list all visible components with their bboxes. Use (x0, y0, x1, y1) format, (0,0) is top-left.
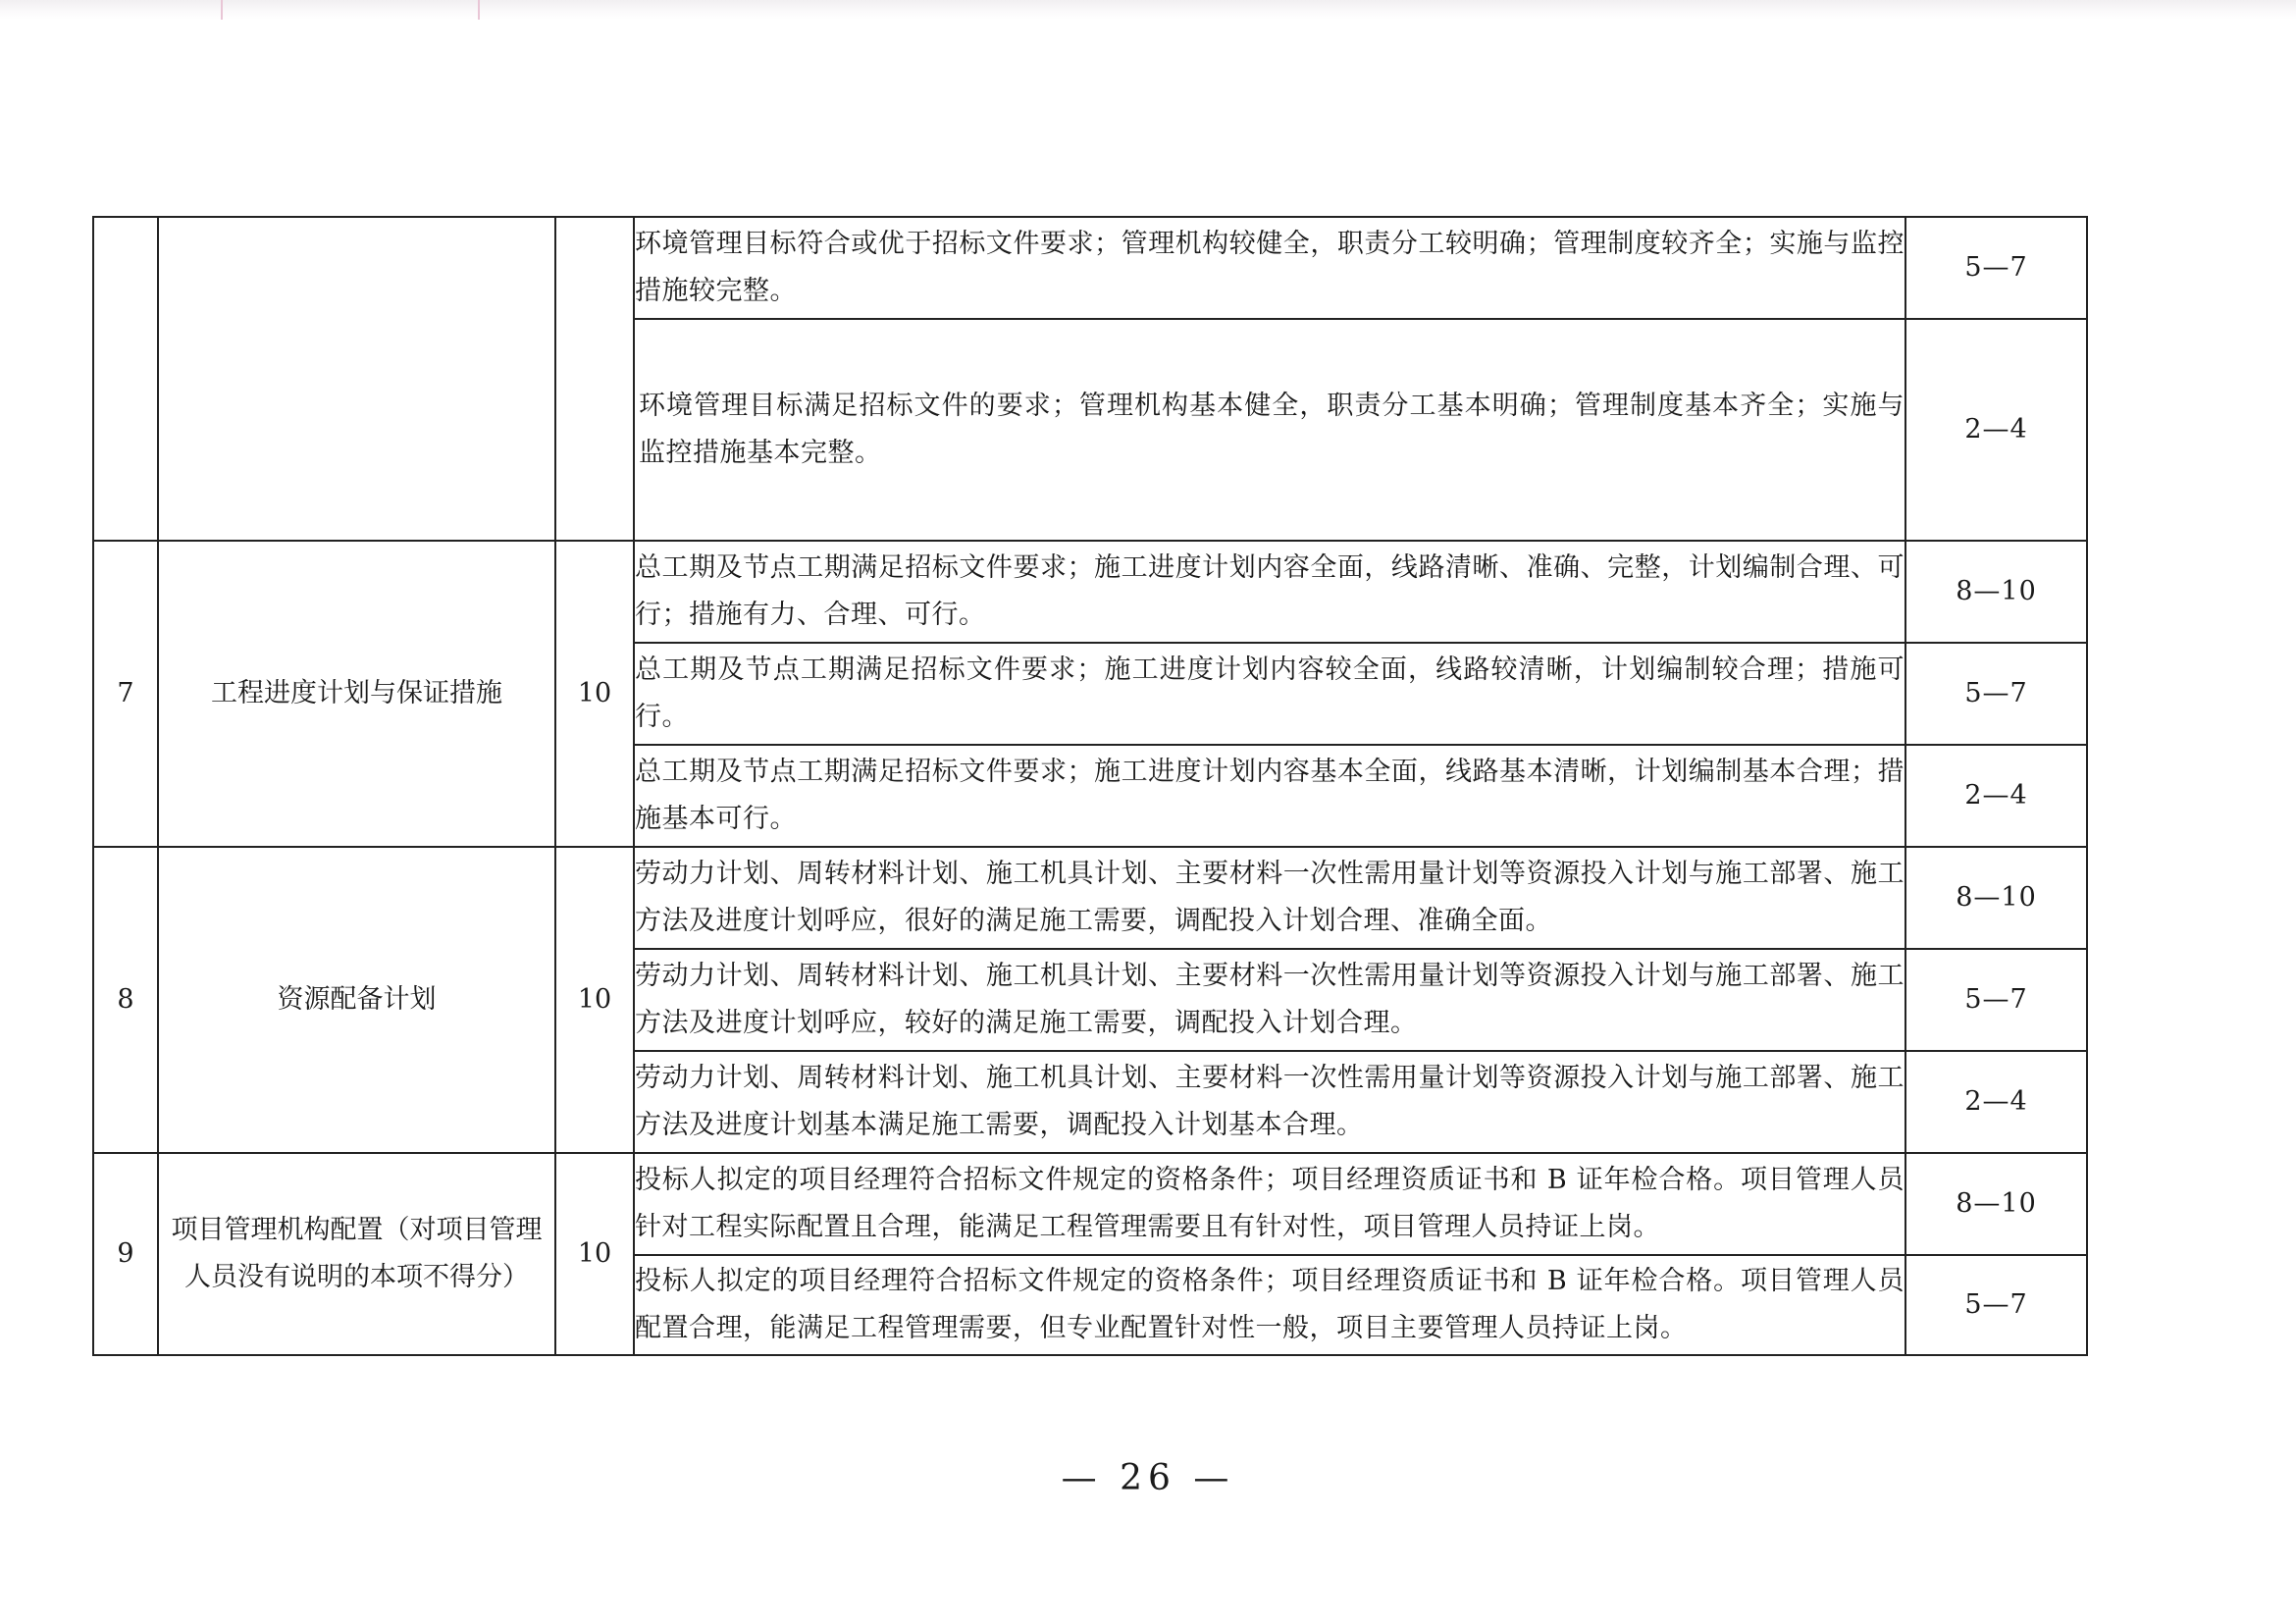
item-score-cell (555, 217, 634, 541)
criteria-cell: 总工期及节点工期满足招标文件要求；施工进度计划内容较全面，线路较清晰，计划编制较合理；措施可行。 (634, 643, 1905, 745)
item-score-cell: 10 (555, 541, 634, 847)
criteria-cell: 环境管理目标符合或优于招标文件要求；管理机构较健全，职责分工较明确；管理制度较齐全；实施与监控措施较完整。 (634, 217, 1905, 319)
criteria-cell: 环境管理目标满足招标文件的要求；管理机构基本健全，职责分工基本明确；管理制度基本齐全；实施与监控措施基本完整。 (634, 319, 1905, 541)
item-name-cell: 资源配备计划 (158, 847, 555, 1153)
criteria-cell: 劳动力计划、周转材料计划、施工机具计划、主要材料一次性需用量计划等资源投入计划与施工部署、施工方法及进度计划呼应，很好的满足施工需要，调配投入计划合理、准确全面。 (634, 847, 1905, 949)
scoring-table (92, 216, 2088, 1356)
criteria-cell: 投标人拟定的项目经理符合招标文件规定的资格条件；项目经理资质证书和 B 证年检合格。项目管理人员针对工程实际配置且合理，能满足工程管理需要且有针对性，项目管理人员持证上岗。 (634, 1153, 1905, 1255)
item-number-cell: 8 (93, 847, 158, 1153)
score-range-cell: 2—4 (1905, 745, 2087, 847)
table-row (93, 217, 2087, 319)
criteria-cell: 总工期及节点工期满足招标文件要求；施工进度计划内容全面，线路清晰、准确、完整，计划编制合理、可行；措施有力、合理、可行。 (634, 541, 1905, 643)
criteria-cell: 总工期及节点工期满足招标文件要求；施工进度计划内容基本全面，线路基本清晰，计划编制基本合理；措施基本可行。 (634, 745, 1905, 847)
criteria-cell: 投标人拟定的项目经理符合招标文件规定的资格条件；项目经理资质证书和 B 证年检合格。项目管理人员配置合理，能满足工程管理需要，但专业配置针对性一般，项目主要管理人员持证上岗。 (634, 1255, 1905, 1355)
scan-top-edge (0, 0, 2296, 20)
item-name-cell (158, 217, 555, 541)
score-range-cell: 5—7 (1905, 643, 2087, 745)
score-range-cell: 2—4 (1905, 1051, 2087, 1153)
score-range-cell: 8—10 (1905, 1153, 2087, 1255)
page-number: — 26 — (1061, 1458, 1235, 1498)
criteria-cell: 劳动力计划、周转材料计划、施工机具计划、主要材料一次性需用量计划等资源投入计划与施工部署、施工方法及进度计划基本满足施工需要，调配投入计划基本合理。 (634, 1051, 1905, 1153)
table-row (93, 1153, 2087, 1255)
item-number-cell (93, 217, 158, 541)
item-name-cell: 项目管理机构配置（对项目管理人员没有说明的本项不得分） (158, 1153, 555, 1355)
score-range-cell: 5—7 (1905, 1255, 2087, 1355)
item-score-cell: 10 (555, 847, 634, 1153)
scan-artifact-mark (221, 0, 223, 20)
score-range-cell: 2—4 (1905, 319, 2087, 541)
item-name-cell: 工程进度计划与保证措施 (158, 541, 555, 847)
table-row (93, 847, 2087, 949)
item-number-cell: 9 (93, 1153, 158, 1355)
item-score-cell: 10 (555, 1153, 634, 1355)
score-range-cell: 8—10 (1905, 541, 2087, 643)
score-range-cell: 5—7 (1905, 217, 2087, 319)
scoring-table-container (92, 216, 2086, 1356)
score-range-cell: 8—10 (1905, 847, 2087, 949)
scan-artifact-mark (478, 0, 480, 20)
table-row (93, 541, 2087, 643)
criteria-cell: 劳动力计划、周转材料计划、施工机具计划、主要材料一次性需用量计划等资源投入计划与施工部署、施工方法及进度计划呼应，较好的满足施工需要，调配投入计划合理。 (634, 949, 1905, 1051)
score-range-cell: 5—7 (1905, 949, 2087, 1051)
item-number-cell: 7 (93, 541, 158, 847)
